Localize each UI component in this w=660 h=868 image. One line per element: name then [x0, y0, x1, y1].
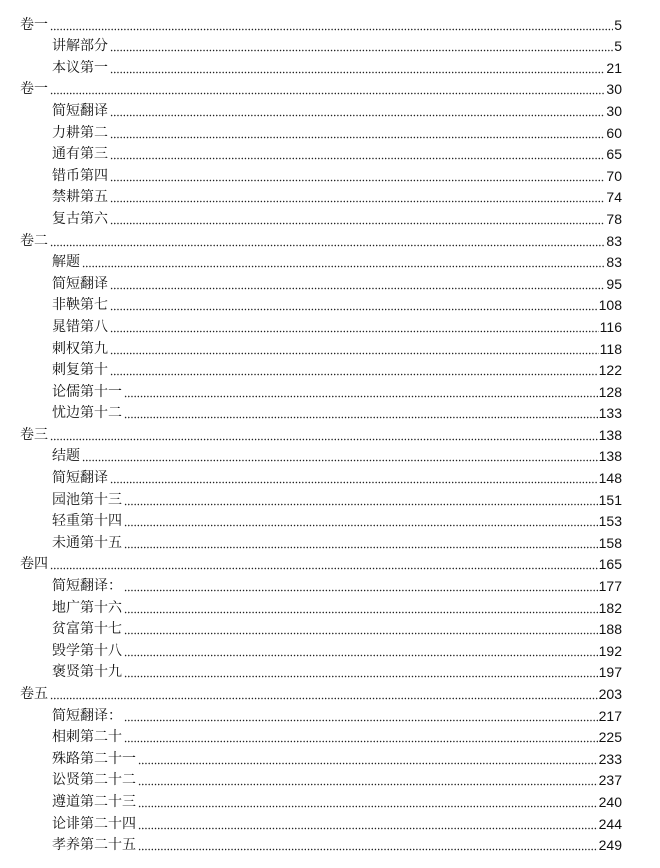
dot-leader	[50, 78, 605, 95]
toc-volume-entry[interactable]	[20, 77, 622, 99]
toc-entry-title: 园池第十三	[52, 491, 122, 508]
toc-page-number: 192	[598, 642, 622, 659]
toc-entry-title: 地广第十六	[52, 599, 122, 616]
toc-page-number: 116	[599, 318, 622, 335]
toc-entry-title: 忧边第十二	[52, 405, 122, 422]
toc-entry-title: 晁错第八	[52, 318, 108, 335]
toc-entry-title: 简短翻译	[52, 275, 108, 292]
toc-chapter-entry[interactable]	[20, 293, 622, 315]
toc-chapter-entry[interactable]	[20, 379, 622, 401]
toc-chapter-entry[interactable]	[20, 638, 622, 660]
toc-entry-title: 简短翻译：	[52, 578, 122, 595]
dot-leader	[124, 597, 598, 614]
toc-chapter-entry[interactable]	[20, 746, 622, 768]
toc-page-number: 95	[606, 275, 622, 292]
toc-entry-title: 错币第四	[52, 167, 108, 184]
toc-page-number: 244	[598, 815, 622, 832]
toc-entry-title: 卷五	[20, 686, 48, 702]
toc-entry-title: 遵道第二十三	[52, 793, 136, 810]
toc-page-number: 138	[598, 426, 622, 443]
dot-leader	[110, 57, 605, 74]
dot-leader	[50, 14, 613, 31]
toc-entry-title: 卷一	[20, 16, 48, 33]
toc-entry-title: 卷一	[20, 81, 48, 98]
dot-leader	[110, 143, 605, 160]
dot-leader	[110, 273, 605, 290]
dot-leader	[124, 661, 598, 678]
toc-entry-title: 未通第十五	[52, 534, 122, 551]
toc-chapter-entry[interactable]	[20, 34, 622, 56]
toc-volume-entry[interactable]	[20, 552, 622, 574]
dot-leader	[110, 338, 599, 355]
dot-leader	[110, 359, 598, 376]
toc-chapter-entry[interactable]	[20, 271, 622, 293]
toc-entry-title: 褒贤第十九	[52, 664, 122, 681]
dot-leader	[124, 510, 598, 527]
toc-page-number: 118	[599, 340, 622, 357]
toc-page-number: 148	[598, 470, 622, 487]
toc-chapter-entry[interactable]	[20, 163, 622, 185]
toc-chapter-entry[interactable]	[20, 465, 622, 487]
toc-entry-title: 论儒第十一	[52, 383, 122, 400]
toc-page-number: 217	[598, 707, 622, 724]
dot-leader	[110, 186, 605, 203]
toc-volume-entry[interactable]	[20, 228, 622, 250]
toc-chapter-entry[interactable]	[20, 530, 622, 552]
dot-leader	[50, 424, 598, 441]
dot-leader	[124, 489, 598, 506]
dot-leader	[124, 640, 598, 657]
dot-leader	[110, 165, 605, 182]
toc-chapter-entry[interactable]	[20, 206, 622, 228]
toc-chapter-entry[interactable]	[20, 98, 622, 120]
toc-page-number: 108	[598, 297, 622, 314]
dot-leader	[138, 791, 598, 808]
dot-leader	[110, 294, 598, 311]
toc-entry-title: 解题	[52, 254, 80, 271]
dot-leader	[124, 575, 598, 592]
toc-chapter-entry[interactable]	[20, 703, 622, 725]
toc-entry-title: 力耕第二	[52, 124, 108, 141]
toc-page-number: 233	[598, 750, 622, 767]
toc-chapter-entry[interactable]	[20, 833, 622, 855]
dot-leader	[138, 813, 598, 830]
toc-entry-title: 卷二	[20, 232, 48, 249]
toc-page-number: 122	[598, 362, 622, 379]
toc-page-number: 197	[598, 664, 622, 681]
toc-chapter-entry[interactable]	[20, 487, 622, 509]
toc-page-number: 151	[598, 491, 622, 508]
toc-entry-title: 简短翻译：	[52, 707, 122, 724]
toc-page-number: 83	[606, 232, 622, 249]
toc-chapter-entry[interactable]	[20, 314, 622, 336]
toc-chapter-entry[interactable]	[20, 336, 622, 358]
toc-page-number: 30	[606, 81, 622, 98]
dot-leader	[138, 769, 598, 786]
dot-leader	[138, 748, 598, 765]
toc-entry-title: 孝养第二十五	[52, 837, 136, 854]
dot-leader	[110, 316, 599, 333]
toc-chapter-entry[interactable]	[20, 120, 622, 142]
toc-entry-title: 讲解部分	[52, 38, 108, 55]
toc-page-number: 203	[598, 686, 622, 702]
toc-chapter-entry[interactable]	[20, 595, 622, 617]
toc-page-number: 83	[606, 254, 622, 271]
toc-chapter-entry[interactable]	[20, 250, 622, 272]
toc-entry-title: 简短翻译	[52, 102, 108, 119]
toc-chapter-entry[interactable]	[20, 725, 622, 747]
dot-leader	[82, 251, 605, 268]
toc-page-number: 237	[598, 772, 622, 789]
toc-page-number: 153	[598, 513, 622, 530]
toc-page-number: 225	[598, 729, 622, 746]
toc-chapter-entry[interactable]	[20, 509, 622, 531]
dot-leader	[50, 230, 605, 247]
toc-page-number: 240	[598, 793, 622, 810]
dot-leader	[124, 726, 598, 743]
toc-page-number: 21	[606, 59, 622, 76]
dot-leader	[110, 100, 605, 117]
toc-page-number: 70	[606, 167, 622, 184]
dot-leader	[138, 834, 598, 851]
toc-page-number: 182	[598, 599, 622, 616]
toc-entry-title: 禁耕第五	[52, 189, 108, 206]
toc-entry-title: 轻重第十四	[52, 513, 122, 530]
toc-volume-entry[interactable]	[20, 422, 622, 444]
toc-entry-title: 简短翻译	[52, 470, 108, 487]
toc-chapter-entry[interactable]	[20, 573, 622, 595]
toc-page-number: 74	[606, 189, 622, 206]
toc-entry-title: 复古第六	[52, 210, 108, 227]
toc-chapter-entry[interactable]	[20, 358, 622, 380]
toc-page-number: 5	[614, 16, 622, 33]
toc-entry-title: 殊路第二十一	[52, 750, 136, 767]
toc-chapter-entry[interactable]	[20, 55, 622, 77]
toc-volume-entry[interactable]	[20, 12, 622, 34]
toc-page-number: 249	[598, 837, 622, 854]
toc-entry-title: 论诽第二十四	[52, 815, 136, 832]
toc-chapter-entry[interactable]	[20, 401, 622, 423]
dot-leader	[110, 467, 598, 484]
toc-entry-title: 贫富第十七	[52, 621, 122, 638]
toc-entry-title: 结题	[52, 448, 80, 465]
dot-leader	[110, 122, 605, 139]
dot-leader	[124, 381, 598, 398]
toc-page-number: 5	[614, 38, 622, 55]
dot-leader	[110, 35, 613, 52]
toc-chapter-entry[interactable]	[20, 811, 622, 833]
toc-entry-title: 刺权第九	[52, 340, 108, 357]
toc-chapter-entry[interactable]	[20, 185, 622, 207]
toc-page-number: 177	[598, 578, 622, 595]
toc-chapter-entry[interactable]	[20, 444, 622, 466]
toc-chapter-entry[interactable]	[20, 617, 622, 639]
toc-page-number: 78	[606, 210, 622, 227]
dot-leader	[50, 683, 598, 700]
toc-chapter-entry[interactable]	[20, 660, 622, 682]
toc-chapter-entry[interactable]	[20, 768, 622, 790]
toc-chapter-entry[interactable]	[20, 789, 622, 811]
dot-leader	[124, 705, 598, 722]
toc-page-number: 60	[606, 124, 622, 141]
dot-leader	[124, 532, 598, 549]
dot-leader	[82, 445, 598, 462]
toc-entry-title: 毁学第十八	[52, 642, 122, 659]
toc-page-number: 133	[598, 405, 622, 422]
dot-leader	[124, 618, 598, 635]
toc-entry-title: 卷四	[20, 556, 48, 573]
dot-leader	[110, 208, 605, 225]
toc-entry-title: 刺复第十	[52, 362, 108, 379]
table-of-contents	[20, 12, 622, 854]
toc-entry-title: 相刺第二十	[52, 729, 122, 746]
toc-page-number: 165	[598, 556, 622, 573]
toc-page-number: 65	[606, 146, 622, 163]
toc-entry-title: 通有第三	[52, 146, 108, 163]
toc-entry-title: 本议第一	[52, 59, 108, 76]
toc-page-number: 30	[606, 102, 622, 119]
dot-leader	[124, 402, 598, 419]
toc-page-number: 128	[598, 383, 622, 400]
toc-page-number: 158	[598, 534, 622, 551]
toc-chapter-entry[interactable]	[20, 142, 622, 164]
toc-page-number: 138	[598, 448, 622, 465]
toc-page-number: 188	[598, 621, 622, 638]
toc-entry-title: 卷三	[20, 426, 48, 443]
toc-volume-entry[interactable]	[20, 681, 622, 703]
dot-leader	[50, 553, 598, 570]
toc-entry-title: 讼贤第二十二	[52, 772, 136, 789]
toc-entry-title: 非鞅第七	[52, 297, 108, 314]
